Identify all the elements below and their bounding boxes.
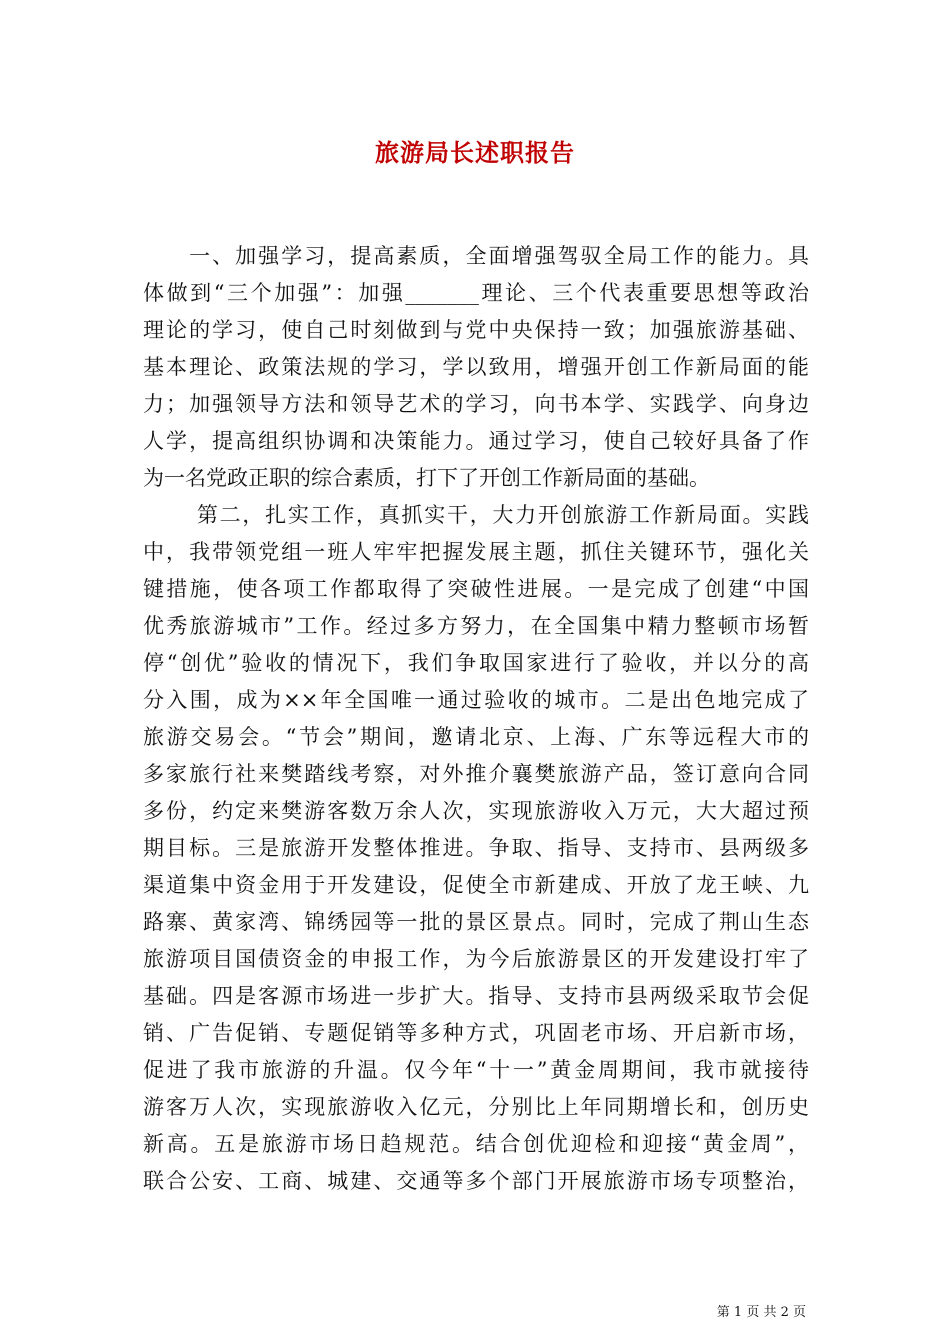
body-line: 停“创优”验收的情况下，我们争取国家进行了验收，并以分的高 bbox=[143, 651, 809, 675]
body-line: 旅游项目国债资金的申报工作，为今后旅游景区的开发建设打牢了 bbox=[143, 947, 809, 971]
body-line: 理论的学习，使自己时刻做到与党中央保持一致；加强旅游基础、 bbox=[143, 318, 809, 342]
body-line: 分入围，成为××年全国唯一通过验收的城市。二是出色地完成了 bbox=[143, 688, 809, 712]
document-title: 旅游局长述职报告 bbox=[375, 138, 575, 167]
page-footer: 第 1 页 共 2 页 bbox=[716, 1305, 806, 1320]
body-line: 中，我带领党组一班人牢牢把握发展主题，抓住关键环节，强化关 bbox=[143, 540, 809, 564]
body-line: 人学，提高组织协调和决策能力。通过学习，使自己较好具备了作 bbox=[143, 429, 809, 453]
body-line: 第二，扎实工作，真抓实干，大力开创旅游工作新局面。实践 bbox=[143, 503, 809, 527]
body-line: 游客万人次，实现旅游收入亿元，分别比上年同期增长和，创历史 bbox=[143, 1095, 809, 1119]
body-line: 多家旅行社来樊踏线考察，对外推介襄樊旅游产品，签订意向合同 bbox=[143, 762, 809, 786]
document-body bbox=[143, 238, 809, 1200]
body-line: 力；加强领导方法和领导艺术的学习，向书本学、实践学、向身边 bbox=[143, 392, 809, 416]
body-line: 新高。五是旅游市场日趋规范。结合创优迎检和迎接“黄金周”， bbox=[143, 1132, 809, 1156]
body-line: 联合公安、工商、城建、交通等多个部门开展旅游市场专项整治， bbox=[143, 1169, 809, 1193]
body-line: 旅游交易会。“节会”期间，邀请北京、上海、广东等远程大市的 bbox=[143, 725, 809, 749]
body-line: 路寨、黄家湾、锦绣园等一批的景区景点。同时，完成了荆山生态 bbox=[143, 910, 809, 934]
body-line: 为一名党政正职的综合素质，打下了开创工作新局面的基础。 bbox=[143, 466, 710, 490]
body-line: 促进了我市旅游的升温。仅今年“十一”黄金周期间，我市就接待 bbox=[143, 1058, 809, 1082]
body-line: 销、广告促销、专题促销等多种方式，巩固老市场、开启新市场， bbox=[143, 1021, 809, 1045]
body-line: 优秀旅游城市”工作。经过多方努力，在全国集中精力整顿市场暂 bbox=[143, 614, 809, 638]
body-line: 基本理论、政策法规的学习，学以致用，增强开创工作新局面的能 bbox=[143, 355, 809, 379]
body-line: 体做到“三个加强”：加强_______理论、三个代表重要思想等政治 bbox=[143, 281, 809, 305]
body-line: 键措施，使各项工作都取得了突破性进展。一是完成了创建“中国 bbox=[143, 577, 809, 601]
body-line: 期目标。三是旅游开发整体推进。争取、指导、支持市、县两级多 bbox=[143, 836, 809, 860]
body-line: 渠道集中资金用于开发建设，促使全市新建成、开放了龙王峡、九 bbox=[143, 873, 809, 897]
body-line: 多份，约定来樊游客数万余人次，实现旅游收入万元，大大超过预 bbox=[143, 799, 809, 823]
body-line: 一、加强学习，提高素质，全面增强驾驭全局工作的能力。具 bbox=[143, 244, 809, 268]
body-line: 基础。四是客源市场进一步扩大。指导、支持市县两级采取节会促 bbox=[143, 984, 809, 1008]
